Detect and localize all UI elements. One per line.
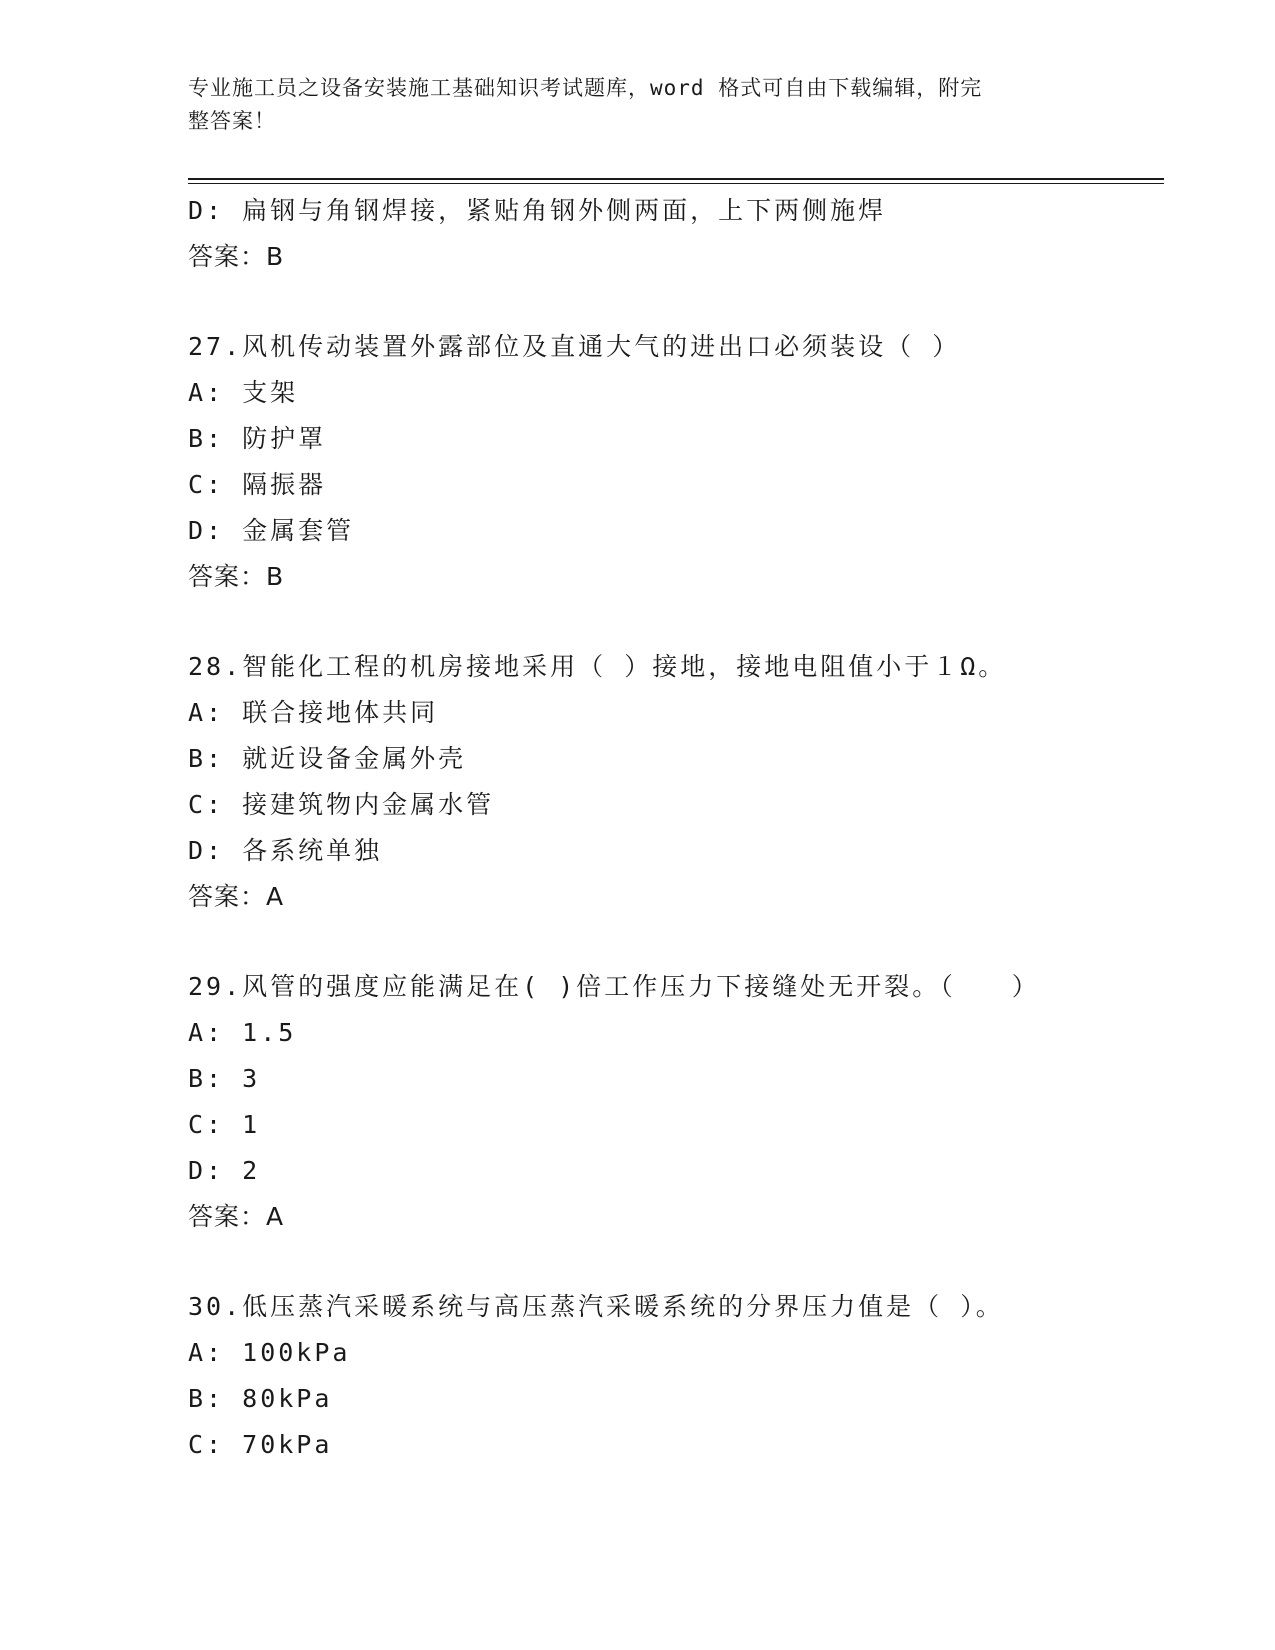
option-a: A: 1.5	[188, 1018, 297, 1047]
header-rule-thick	[188, 178, 1164, 180]
question-26-tail	[188, 188, 1164, 280]
answer-line: 答案：A	[188, 1202, 285, 1231]
question-stem: 27.风机传动装置外露部位及直通大气的进出口必须装设（ ）	[188, 332, 961, 361]
option-d: D: 金属套管	[188, 516, 355, 545]
option-d: D: 扁钢与角钢焊接，紧贴角钢外侧两面，上下两侧施焊	[188, 196, 887, 225]
spacer	[188, 920, 1164, 964]
question-27	[188, 324, 1164, 600]
option-b: B: 防护罩	[188, 424, 327, 453]
answer-line: 答案：B	[188, 242, 285, 271]
option-c: C: 1	[188, 1110, 261, 1139]
option-d: D: 各系统单独	[188, 836, 383, 865]
option-b: B: 80kPa	[188, 1384, 333, 1413]
answer-line: 答案：B	[188, 562, 285, 591]
document-header	[188, 72, 1068, 138]
option-a: A: 支架	[188, 378, 299, 407]
header-rule-thin	[188, 183, 1164, 184]
option-d: D: 2	[188, 1156, 261, 1185]
document-body	[188, 188, 1164, 1468]
option-b: B: 3	[188, 1064, 261, 1093]
option-c: C: 70kPa	[188, 1430, 333, 1459]
question-29	[188, 964, 1164, 1240]
header-line-2: 整答案！	[188, 109, 276, 133]
option-a: A: 联合接地体共同	[188, 698, 439, 727]
question-30	[188, 1284, 1164, 1468]
option-b: B: 就近设备金属外壳	[188, 744, 467, 773]
question-stem: 28.智能化工程的机房接地采用（ ）接地，接地电阻值小于１Ω。	[188, 652, 1007, 681]
question-28	[188, 644, 1164, 920]
option-a: A: 100kPa	[188, 1338, 351, 1367]
question-stem: 30.低压蒸汽采暖系统与高压蒸汽采暖系统的分界压力值是（ ）。	[188, 1292, 1004, 1321]
answer-line: 答案：A	[188, 882, 285, 911]
option-c: C: 接建筑物内金属水管	[188, 790, 495, 819]
spacer	[188, 1240, 1164, 1284]
spacer	[188, 600, 1164, 644]
header-line-1: 专业施工员之设备安装施工基础知识考试题库，word 格式可自由下载编辑，附完	[188, 76, 983, 100]
question-stem: 29.风管的强度应能满足在( )倍工作压力下接缝处无开裂。（ ）	[188, 972, 1040, 1001]
option-c: C: 隔振器	[188, 470, 327, 499]
spacer	[188, 280, 1164, 324]
